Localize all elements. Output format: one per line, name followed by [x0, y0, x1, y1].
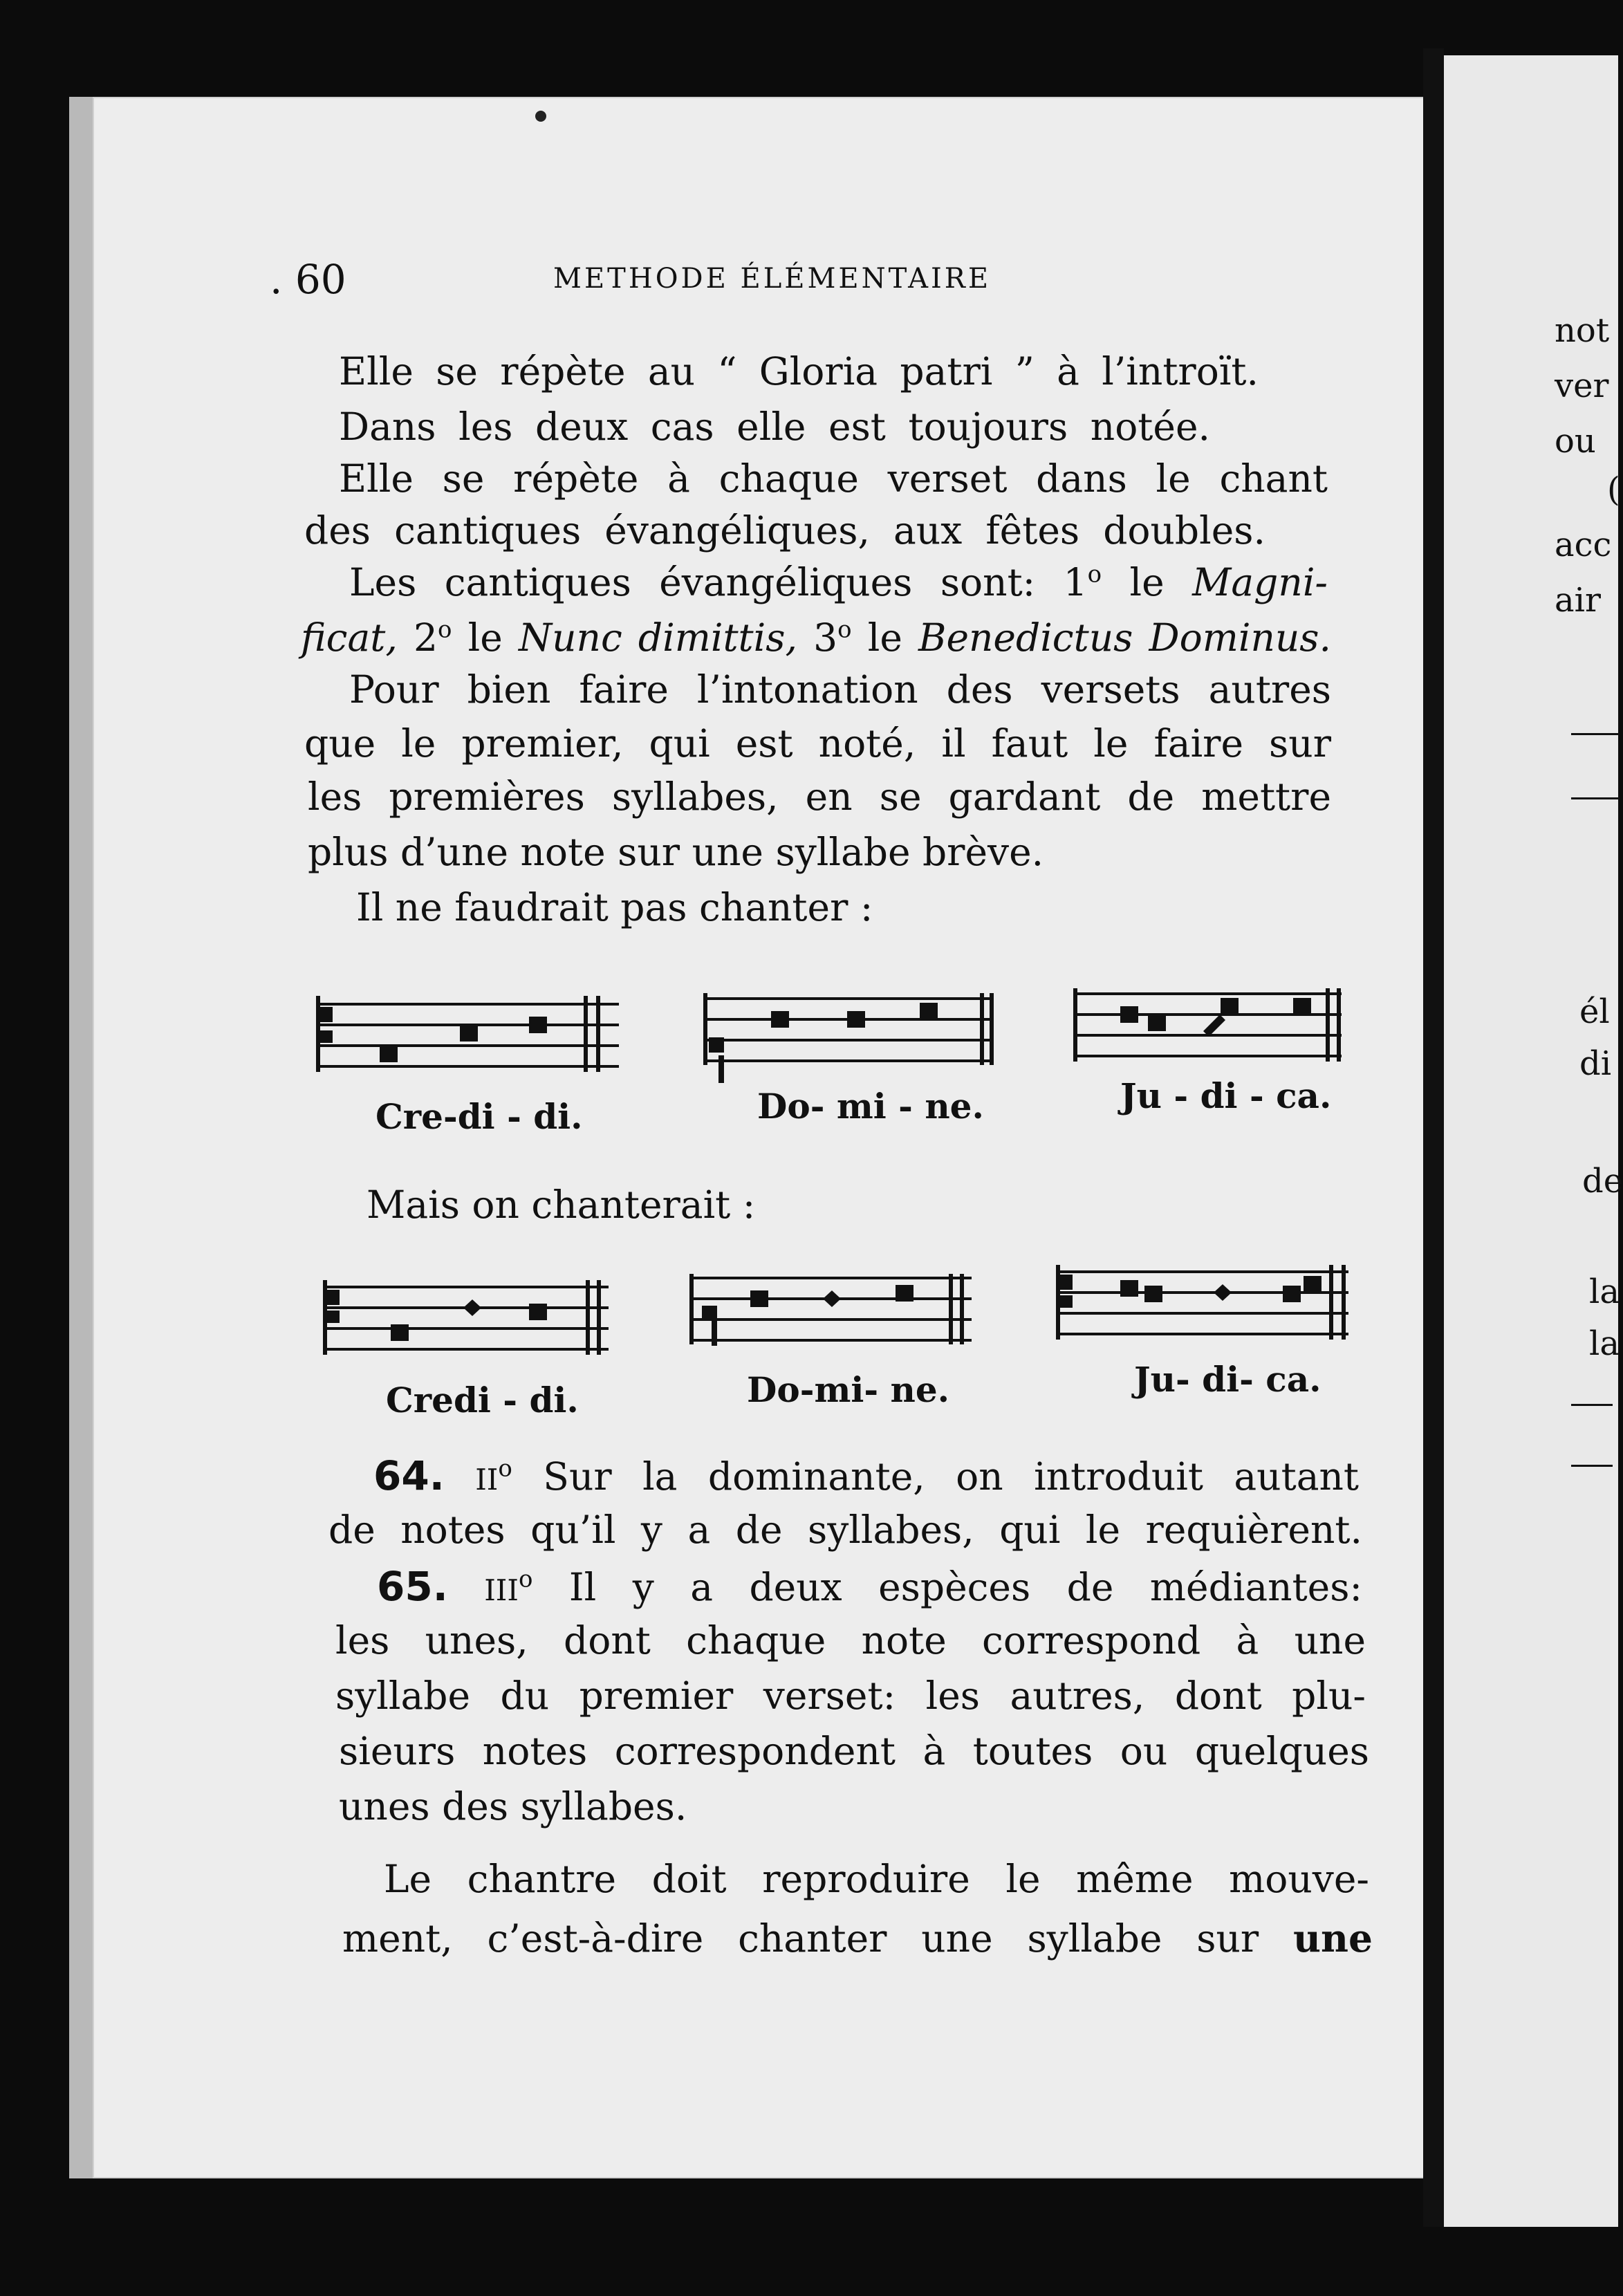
chant-staff-example	[1072, 985, 1348, 1072]
section-number: 64.	[373, 1452, 445, 1499]
chant-syllables: Cre-di - di.	[375, 1096, 583, 1137]
text-line: 64. $II^o$ Sur la dominante, on introduit autant	[373, 1452, 1360, 1499]
facing-page-fragment: acc	[1555, 526, 1612, 564]
chant-staff-example	[702, 989, 996, 1086]
facing-page	[1444, 55, 1623, 2227]
chant-staff-example	[322, 1276, 612, 1362]
text-line: Dans les deux cas elle est toujours notée.	[339, 405, 1210, 449]
text-line: Le chantre doit reproduire le même mouve-	[384, 1857, 1369, 1901]
text-line: Il ne faudrait pas chanter :	[356, 885, 873, 929]
facing-page-fragment: (	[1607, 470, 1620, 509]
section-number: 65.	[377, 1563, 448, 1610]
facing-page-staff	[1571, 733, 1620, 799]
facing-page-fragment: ou	[1555, 422, 1596, 461]
running-title: METHODE ÉLÉMENTAIRE	[553, 263, 992, 295]
ink-dot	[535, 111, 546, 122]
text-line: Elle se répète au “ Gloria patri ” à l’introït.	[339, 349, 1259, 394]
facing-page-fragment: air	[1555, 581, 1601, 620]
chant-syllables: Do-mi- ne.	[747, 1369, 950, 1410]
facing-page-fragment: la	[1589, 1324, 1620, 1363]
chant-syllables: Do- mi - ne.	[757, 1086, 984, 1127]
page-header	[270, 256, 1348, 311]
text-line: plus d’une note sur une syllabe brève.	[308, 830, 1044, 874]
text-line: unes des syllabes.	[339, 1784, 687, 1829]
facing-page-fragment: la	[1589, 1272, 1620, 1311]
text-line: les unes, dont chaque note correspond à une	[335, 1618, 1366, 1663]
facing-page-fragment: ver	[1555, 367, 1609, 405]
facing-page-fragment: di	[1579, 1044, 1612, 1083]
chant-syllables: Ju - di - ca.	[1120, 1075, 1332, 1116]
book-gutter	[1423, 48, 1444, 2227]
facing-page-fragment: él	[1579, 992, 1610, 1031]
facing-page-fragment: not	[1555, 311, 1610, 350]
page-number: . 60	[270, 256, 346, 303]
chant-syllables: Ju- di- ca.	[1134, 1359, 1321, 1400]
text-line: sieurs notes correspondent à toutes ou quelques	[339, 1729, 1369, 1773]
text-line: de notes qu’il y a de syllabes, qui le requièrent.	[328, 1508, 1362, 1552]
facing-page-fragment: de	[1582, 1162, 1623, 1201]
text-line: Elle se répète à chaque verset dans le chant	[339, 456, 1328, 501]
text-line: Les cantiques évangéliques sont: 1$^o$ le Magni-	[349, 560, 1328, 604]
text-line: syllabe du premier verset: les autres, dont plu-	[335, 1674, 1366, 1718]
facing-page-staff	[1571, 1404, 1613, 1467]
chant-staff-example	[315, 982, 626, 1086]
text-line: Mais on chanterait :	[367, 1183, 756, 1227]
text-line: ment, c’est-à-dire chanter une syllabe sur une	[342, 1916, 1373, 1961]
chant-staff-example	[688, 1272, 975, 1366]
text-line: ficat, 2$^o$ le Nunc dimittis, 3$^o$ le Benedictus Dominus.	[301, 615, 1331, 660]
text-line: des cantiques évangéliques, aux fêtes doubles.	[304, 508, 1265, 553]
chant-staff-example	[1055, 1262, 1355, 1349]
chant-syllables: Credi - di.	[386, 1380, 579, 1420]
text-line: Pour bien faire l’intonation des versets autres	[349, 667, 1331, 712]
text-line: 65. III$^o$ Il y a deux espèces de médiantes:	[377, 1563, 1362, 1610]
text-line: les premières syllabes, en se gardant de mettre	[308, 775, 1331, 819]
text-line: que le premier, qui est noté, il faut le faire sur	[304, 721, 1331, 766]
